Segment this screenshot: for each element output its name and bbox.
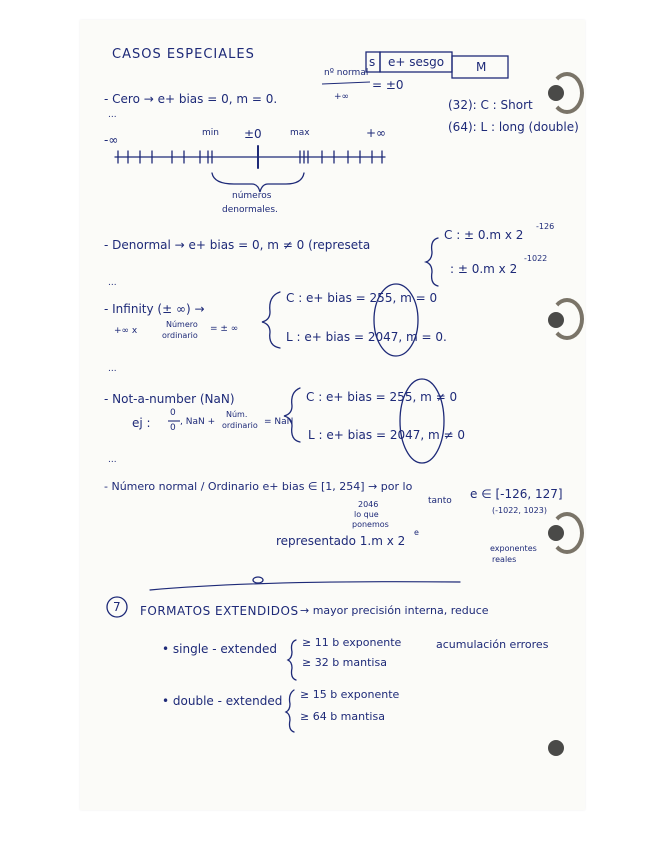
infinity-sub1: +∞ x — [114, 326, 138, 336]
cero-dots: ... — [108, 110, 117, 120]
normal-pone-1: lo que — [354, 510, 379, 519]
section-arrow-note: → mayor precisión interna, reduce — [300, 604, 489, 617]
nan-ej: ej : — [132, 416, 151, 430]
zero-label: ±0 — [244, 127, 262, 141]
infinity-dots: ... — [108, 364, 117, 374]
normal-real-exp-1: exponentes — [490, 544, 537, 553]
single-exp: ≥ 11 b exponente — [302, 636, 402, 649]
nan-frac-bottom: 0 — [170, 423, 176, 433]
normal-tanto: tanto — [428, 496, 452, 506]
double-exp: ≥ 15 b exponente — [300, 688, 400, 701]
single-extended: • single - extended — [162, 642, 277, 656]
cero-line: - Cero → e+ bias = 0, m = 0. — [104, 92, 278, 106]
single-mant: ≥ 32 b mantisa — [302, 656, 387, 669]
pos-inf-label: +∞ — [366, 126, 387, 140]
denormal-c: C : ± 0.m x 2 — [444, 228, 524, 242]
normal-rep-exp: e — [414, 528, 419, 537]
denormal-l: : ± 0.m x 2 — [450, 262, 518, 276]
infinity-l: L : e+ bias = 2047, m = 0. — [286, 330, 447, 344]
denormal-l-exp: -1022 — [524, 254, 548, 263]
normal-line: - Número normal / Ordinario e+ bias ∈ [1, 254] → por lo — [104, 480, 413, 493]
double-mant: ≥ 64 b mantisa — [300, 710, 385, 723]
normal-range: e ∈ [-126, 127] — [470, 487, 563, 501]
nan-frac-top: 0 — [170, 408, 176, 418]
denormal-c-exp: -126 — [536, 222, 555, 231]
infinity-c: C : e+ bias = 255, m = 0 — [286, 291, 438, 305]
section-arrow-note-2: acumulación errores — [436, 638, 549, 651]
max-label: max — [290, 128, 310, 138]
brace-label-1: números — [232, 191, 272, 201]
neg-inf-label: -∞ — [104, 133, 119, 147]
normal-2046: 2046 — [358, 500, 379, 509]
normal-real-exp-2: reales — [492, 555, 517, 564]
note-long: (64): L : long (double) — [448, 120, 579, 134]
exponent-cell: e+ sesgo — [388, 55, 445, 69]
normal-range-l: (-1022, 1023) — [492, 506, 547, 515]
double-extended: • double - extended — [162, 694, 283, 708]
infinity-frac-bottom: ordinario — [162, 331, 198, 340]
denormal-line: - Denormal → e+ bias = 0, m ≠ 0 (represeta — [104, 238, 371, 252]
nan-dots: ... — [108, 455, 117, 465]
cero-frac-top: nº normal — [324, 68, 369, 78]
nan-ej3: = NaN — [264, 417, 294, 427]
nan-c: C : e+ bias = 255, m ≠ 0 — [306, 390, 458, 404]
page-title: CASOS ESPECIALES — [112, 47, 255, 62]
normal-represented: representado 1.m x 2 — [276, 534, 406, 548]
cero-frac-bottom: +∞ — [334, 92, 350, 102]
brace-label-2: denormales. — [222, 205, 278, 215]
section-title: FORMATOS EXTENDIDOS — [140, 604, 299, 618]
min-label: min — [202, 128, 219, 138]
cero-result: = ±0 — [372, 78, 404, 92]
note-short: (32): C : Short — [448, 98, 533, 112]
nan-ej2: , NaN + — [180, 417, 216, 427]
infinity-sub2: = ± ∞ — [210, 324, 239, 334]
nan-line: - Not-a-number (NaN) — [104, 392, 235, 406]
infinity-frac-top: Número — [166, 320, 198, 329]
mantissa-cell: M — [476, 60, 487, 74]
section-number: 7 — [113, 600, 121, 614]
nan-ej-frac-top: Núm. — [226, 410, 248, 419]
denormal-dots: ... — [108, 278, 117, 288]
infinity-line: - Infinity (± ∞) → — [104, 302, 205, 316]
nan-l: L : e+ bias = 2047, m ≠ 0 — [308, 428, 466, 442]
normal-pone-2: ponemos — [352, 520, 389, 529]
sign-cell: s — [369, 55, 376, 69]
nan-ej-frac-bottom: ordinario — [222, 421, 258, 430]
